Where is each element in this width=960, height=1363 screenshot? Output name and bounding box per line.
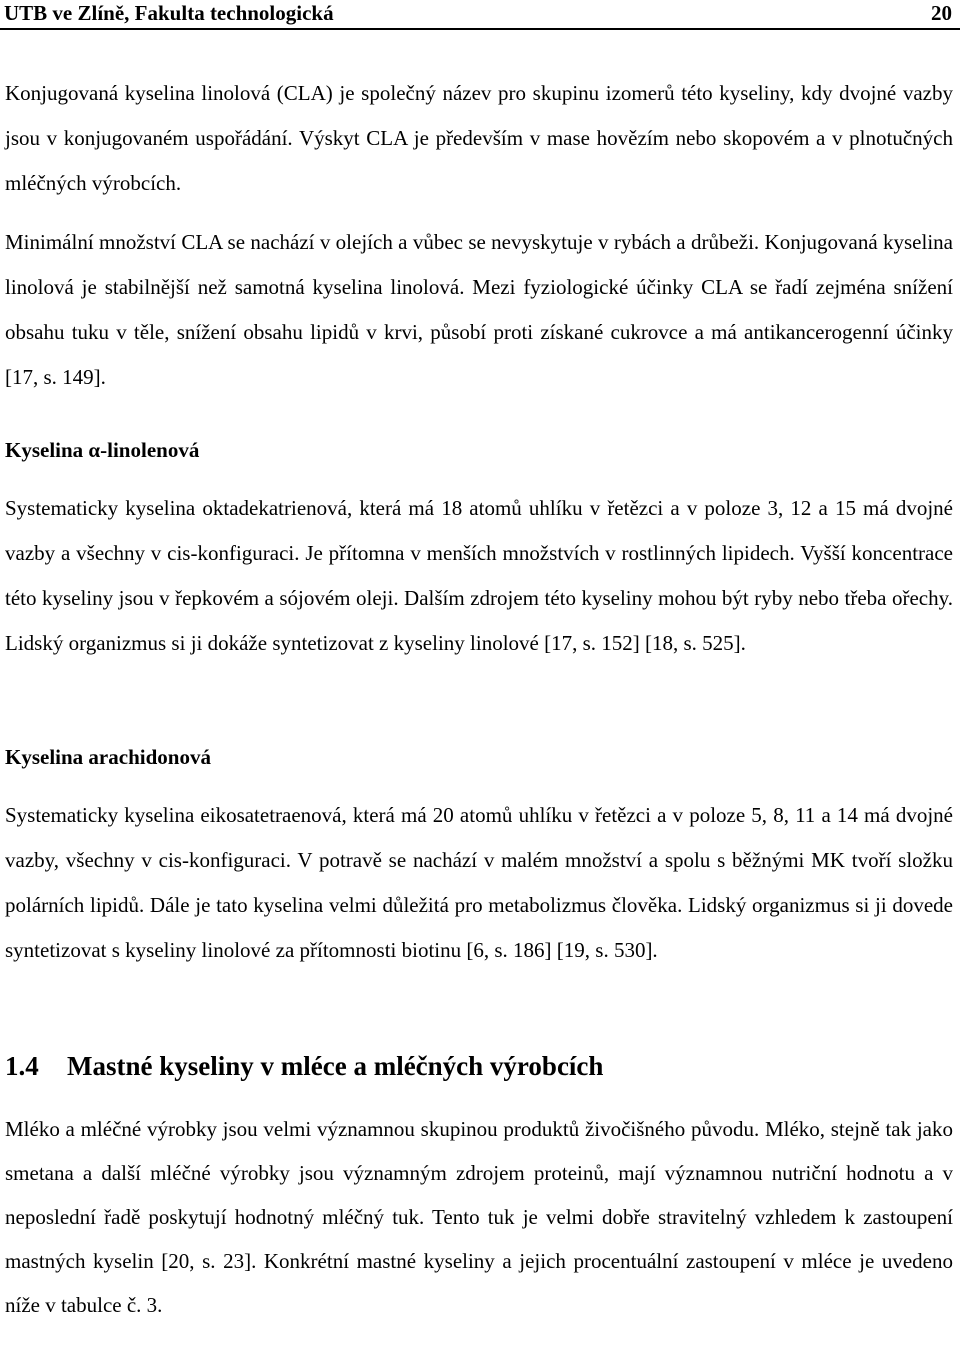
paragraph-milk-fats: Mléko a mléčné výrobky jsou velmi významnou skupinou produktů živočišného původu. Mléko, stejně tak jako smetana a další mléčné výrobky jsou významným zdrojem proteinů, mají významnou nutriční hodnotu a v neposlední řadě poskytují hodnotný mléčný tuk. Tento tuk je velmi dobře stravitelný vzhledem k zastoupení mastných kyselin [20, s. 23]. Konkrétní mastné kyseliny a jejich procentuální zastoupení v mléce je uvedeno níže v tabulce č. 3. [5, 1117, 953, 1317]
paragraph-cla-intro: Konjugovaná kyselina linolová (CLA) je společný název pro skupinu izomerů této kyseliny, kdy dvojné vazby jsou v konjugovaném uspořádání. Výskyt CLA je především v mase hovězím nebo skopovém a v plnotučných mléčných výrobcích. [5, 81, 953, 195]
section-title: Mastné kyseliny v mléce a mléčných výrobcích [67, 1051, 604, 1081]
paragraph-cla-effects: Minimální množství CLA se nachází v olejích a vůbec se nevyskytuje v rybách a drůbeži. Konjugovaná kyselina linolová je stabilnější než samotná kyselina linolová. Mezi fyziologické účinky CLA se řadí zejména snížení obsahu tuku v těle, snížení obsahu lipidů v krvi, působí proti získané cukrovce a má antikancerogenní účinky [17, s. 149]. [5, 230, 953, 389]
section-number: 1.4 [5, 1051, 39, 1081]
paragraph-arachidonic: Systematicky kyselina eikosatetraenová, která má 20 atomů uhlíku v řetězci a v poloze 5, 8, 11 a 14 má dvojné vazby, všechny v cis-konfiguraci. V potravě se nachází v malém množství a spolu s běžnými MK tvoří složku polárních lipidů. Dále je tato kyselina velmi důležitá pro metabolizmus člověka. Lidský organizmus si ji dovede syntetizovat s kyseliny linolové za přítomnosti biotinu [6, s. 186] [19, s. 530]. [5, 803, 953, 962]
section-heading [5, 1044, 953, 1088]
heading-arachidonic: Kyselina arachidonová [5, 745, 211, 769]
header-rule [0, 28, 960, 30]
page-number: 20 [931, 1, 952, 25]
paragraph-alpha-linolenic: Systematicky kyselina oktadekatrienová, která má 18 atomů uhlíku v řetězci a v poloze 3, 12 a 15 má dvojné vazby a všechny v cis-konfiguraci. Je přítomna v menších množstvích v rostlinných lipidech. Vyšší koncentrace této kyseliny jsou v řepkovém a sójovém oleji. Dalším zdrojem této kyseliny mohou být ryby nebo třeba ořechy. Lidský organizmus si ji dokáže syntetizovat z kyseliny linolové [17, s. 152] [18, s. 525]. [5, 496, 953, 655]
heading-alpha-linolenic: Kyselina α-linolenová [5, 438, 200, 462]
page-header [0, 0, 960, 28]
header-title: UTB ve Zlíně, Fakulta technologická [4, 1, 334, 25]
